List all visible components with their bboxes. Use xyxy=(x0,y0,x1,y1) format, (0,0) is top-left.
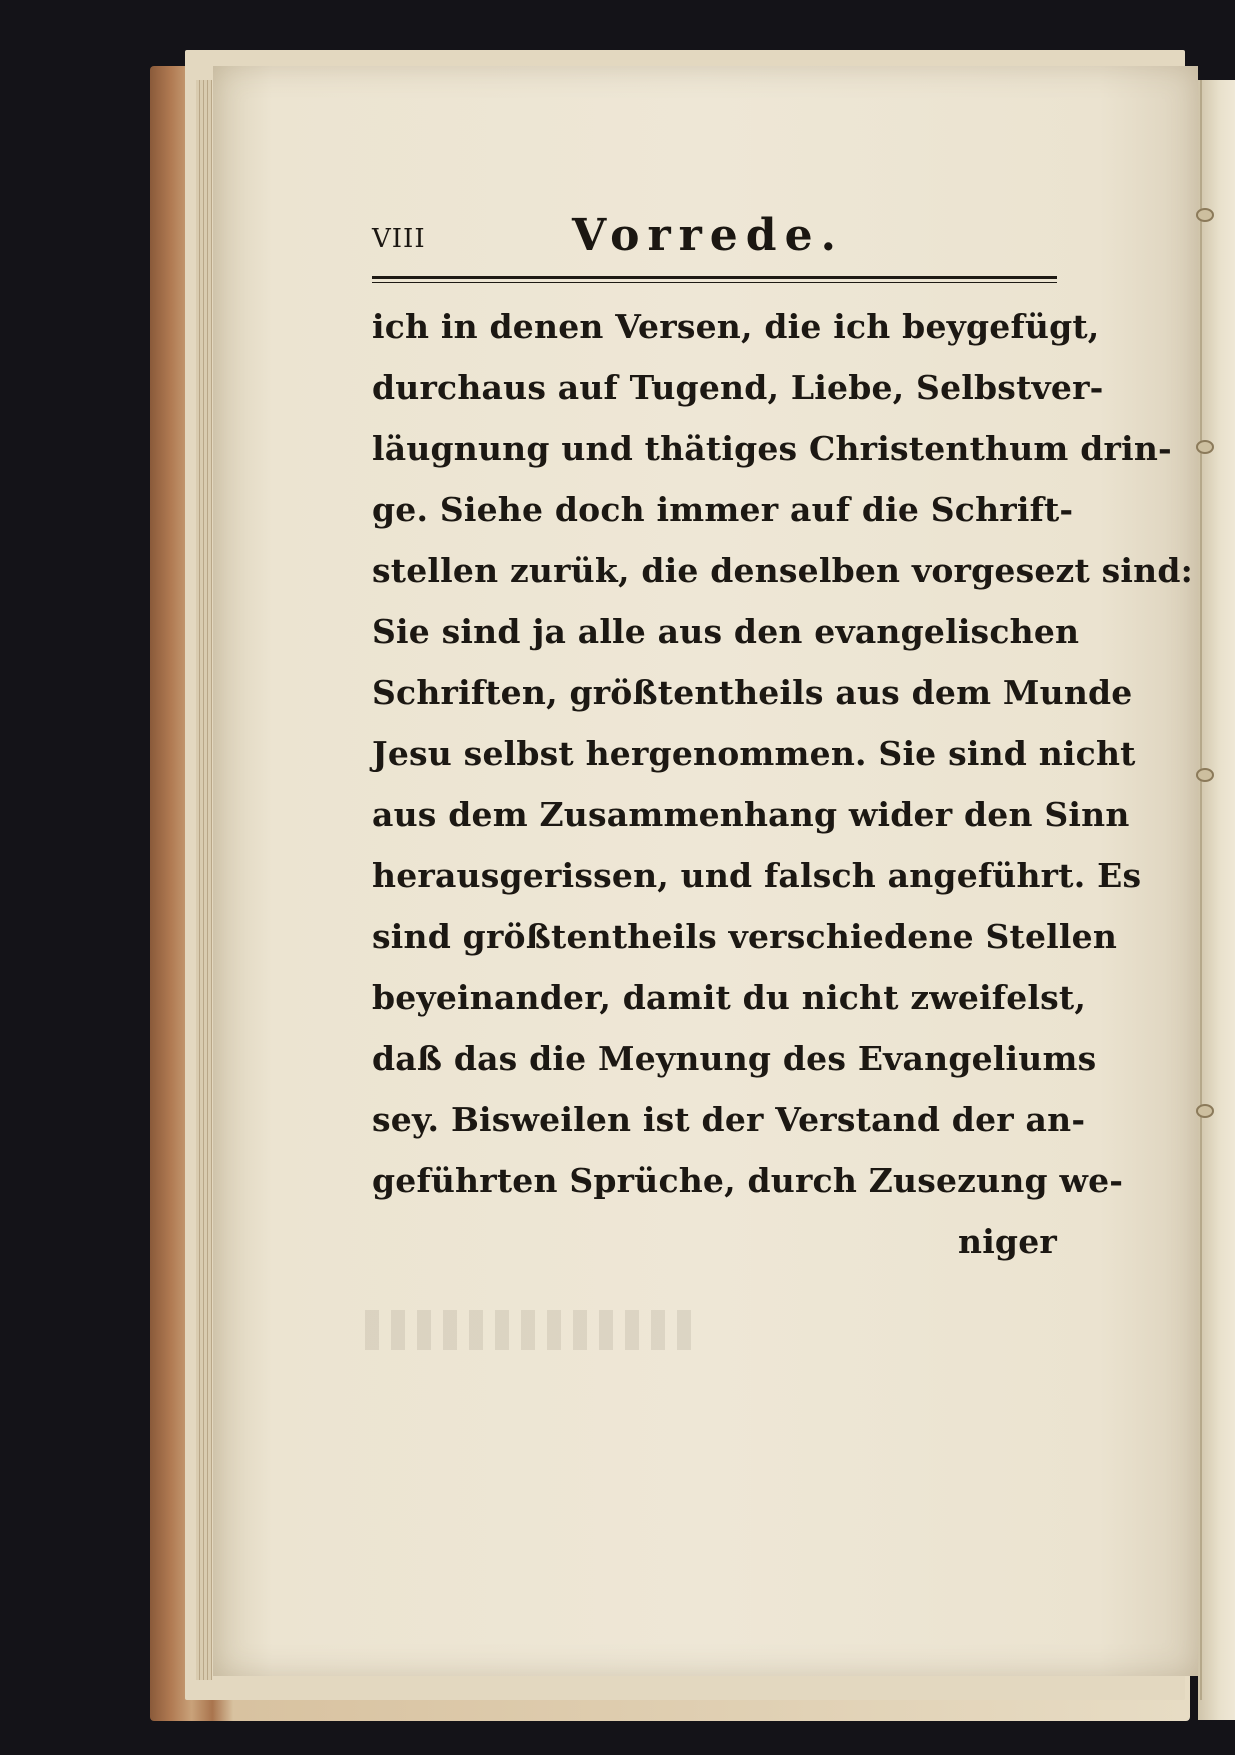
page-leaves xyxy=(196,80,212,1680)
text-line: Jesu selbst hergenommen. Sie sind nicht xyxy=(372,734,1136,773)
facing-page-edge xyxy=(1198,80,1235,1720)
text-line: ge. Siehe doch immer auf die Schrift- xyxy=(372,490,1074,529)
running-title: Vorrede. xyxy=(572,210,844,261)
body-text xyxy=(372,296,1193,1272)
text-line: herausgerissen, und falsch angeführt. Es xyxy=(372,856,1142,895)
text-line: durchaus auf Tugend, Liebe, Selbstver- xyxy=(372,368,1104,407)
binding-thread-icon xyxy=(1196,208,1214,222)
page-header xyxy=(372,210,1057,270)
show-through-bleed xyxy=(365,1310,695,1350)
text-line: aus dem Zusammenhang wider den Sinn xyxy=(372,795,1130,834)
text-line: sind größtentheils verschiedene Stellen xyxy=(372,917,1118,956)
binding-thread-icon xyxy=(1196,440,1214,454)
text-line: Sie sind ja alle aus den evangelischen xyxy=(372,612,1080,651)
gutter-line xyxy=(1200,80,1202,1700)
text-line: daß das die Meynung des Evangeliums xyxy=(372,1039,1097,1078)
page-number: VIII xyxy=(372,224,426,254)
binding-thread-icon xyxy=(1196,1104,1214,1118)
text-line: Schriften, größtentheils aus dem Munde xyxy=(372,673,1133,712)
text-line: sey. Bisweilen ist der Verstand der an- xyxy=(372,1100,1086,1139)
text-line: ich in denen Versen, die ich beygefügt, xyxy=(372,307,1100,346)
header-rule xyxy=(372,276,1057,283)
catchword: niger xyxy=(958,1222,1057,1261)
text-line: beyeinander, damit du nicht zweifelst, xyxy=(372,978,1087,1017)
text-line: läugnung und thätiges Christenthum drin- xyxy=(372,429,1172,468)
binding-thread-icon xyxy=(1196,768,1214,782)
text-line: stellen zurük, die denselben vorgesezt sind: xyxy=(372,551,1193,590)
text-line: geführten Sprüche, durch Zusezung we- xyxy=(372,1161,1124,1200)
